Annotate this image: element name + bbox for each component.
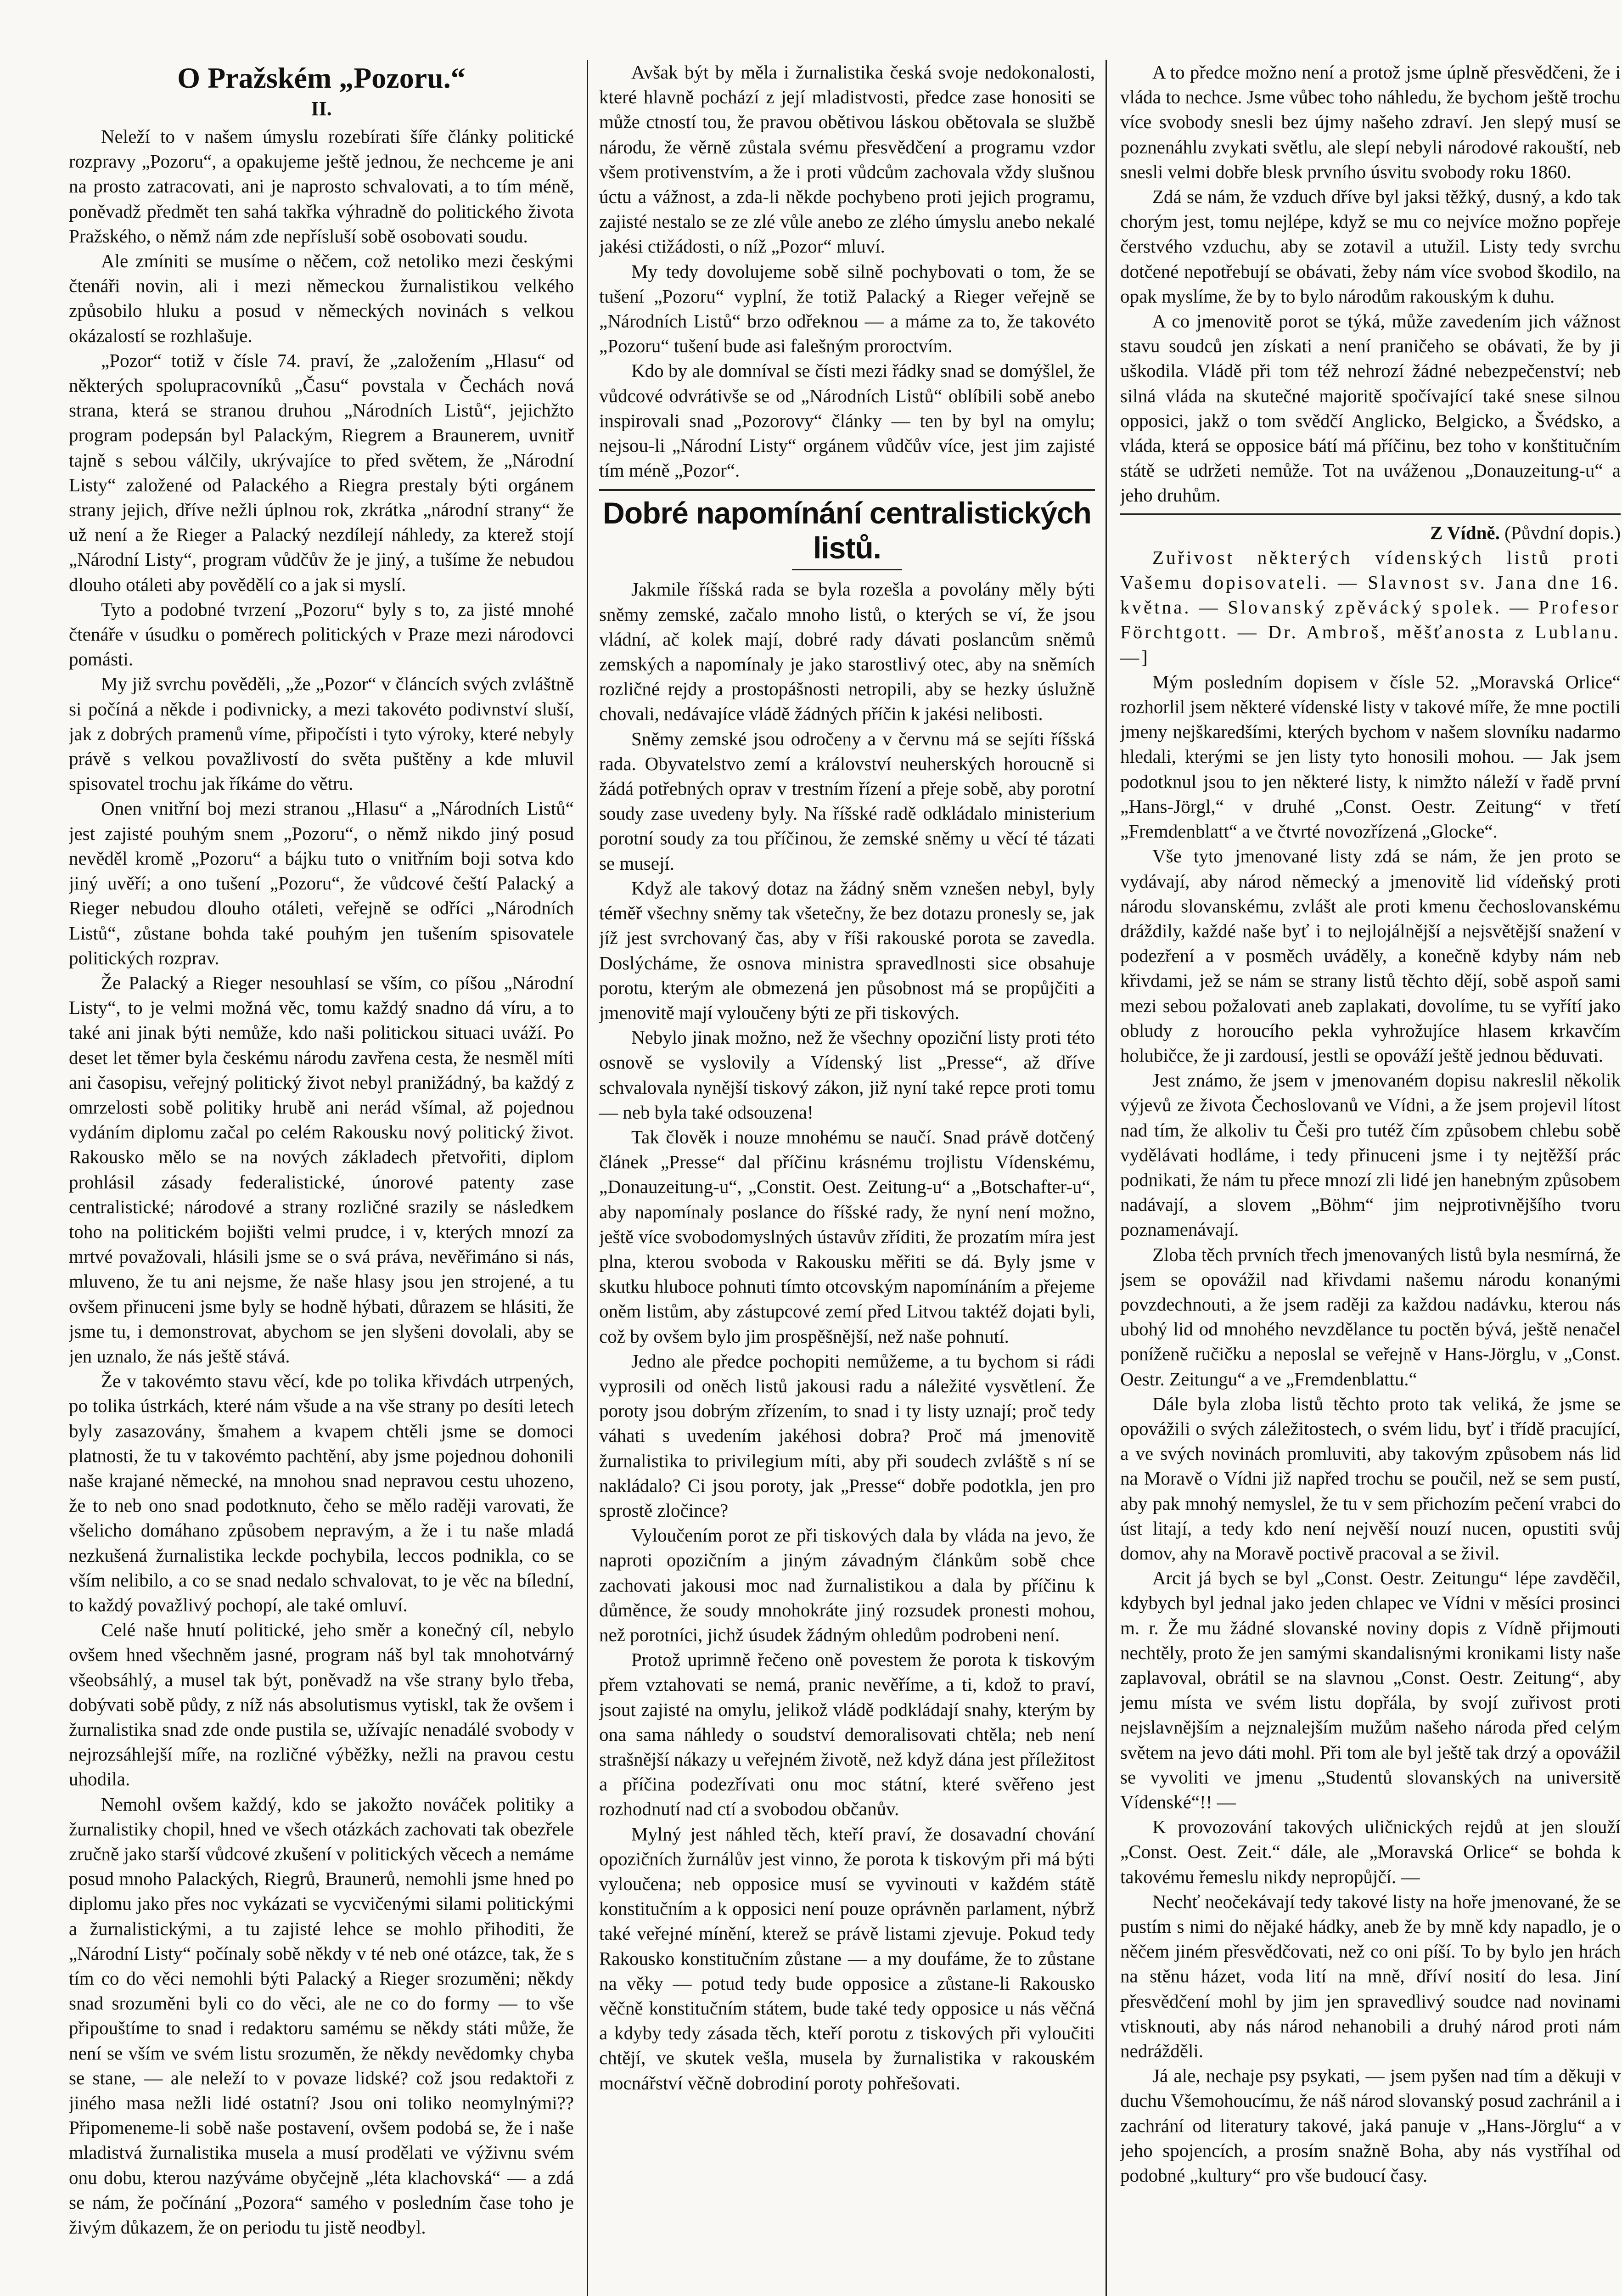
paragraph: Že Palacký a Rieger nesouhlasí se vším, co píšou „Národní Listy“, to je velmi možná věc, tomu každý snadno dá víru, a to také ani jinak býti nemůže, kdo naši politickou situaci uváží. Po deset let těmer byla českému národu zavřena cesta, že nesměl míti ani časopisu, veřejný politický život nebyl pranižádný, ba každý z omrzelosti sobě politiky hrubě ani nerád všímal, až pojednou vydáním diplomu začal po celém Rakousku nový politický život. Rakousko mělo se na nových základech přetvořiti, diplom prohlásil zásady federalistické, únorové patenty zase centralistické; národové a strany rozličné srazily se následkem toho na politickém bojišti velmi prudce, i v, kterých mnozí za mrtvé považovali, hlásili jsme se o svá práva, nevěřimáno si nás, mluveno, že tu ani nejsme, že naše hlasy jsou jen strojené, a tu ovšem přinuceni jsme byly se hodně hýbati, důrazem se hlásiti, že jsme tu, i demonstrovat, abychom se jen slyšeni dovolali, aby se jen uznalo, že nás ještě stává. [69, 972, 574, 1367]
title-underline [792, 569, 902, 570]
paragraph: Nemohl ovšem každý, kdo se jakožto nováček politiky a žurnalistiky chopil, hned ve všech otázkách zachovati tak obezřele zručně jako starší vůdcové zkušení v politických věcech a nemáme posud mnoho Palackých, Riegrů, Braunerů, nemohli jsme hned po diplomu jako přes noc vykázati se vycvičenými silami politickými a žurnalistickými, a tu zajisté lehce se mohlo přihoditi, že „Národní Listy“ počínaly sobě někdy v té neb oné otázce, tak, že s tím co do věci nemohli býti Palacký a Rieger srozuměni; někdy snad srozuměni byli co do věci, ale ne co do formy — to vše připouštíme to snad i redaktoru samému se někdy státi může, že není se vším ve svém listu srozuměn, že někdy nevědomky chyba se stane, — ale neleží to v povaze lidské? což jsou redaktoři z jiného masa nežli lidé ostatní? Jsou oni toliko neomylnými?? Připomeneme-li sobě naše postavení, ovšem podobá se, že i naše mladistvá žurnalistika musela a musí prodělati ve výživnu svém onu dobu, kterou nazýváme obyčejně „léta klachovská“ — a zdá se nám, že počínání „Pozora“ samého v posledním čase toho je živým důkazem, že on periodu tu jistě neodbyl. [69, 1793, 574, 2238]
paragraph: Vyloučením porot ze při tiskových dala by vláda na jevo, že naproti opozičním a jiným závadným článkům sobě chce zachovati jakousi moc nad žurnalistikou a dala by příčinu k důměnce, že soudy mnohokráte jiný rozsudek pronesti mohou, než porotníci, jichž úsudek žádným ohledům podrobeni není. [599, 1525, 1095, 1645]
article-summary: Zuřivost některých vídenských listů proti Vašemu dopisovateli. — Slavnost sv. Jana dne 16. května. — Slovanský zpěvácký spolek. — Profesor Förchtgott. — Dr. Ambroš, měšťanosta z Lublanu. —] [1120, 546, 1621, 668]
dateline [1120, 520, 1621, 545]
paragraph: Zdá se nám, že vzduch dříve byl jaksi těžký, dusný, a kdo tak chorým jest, tomu nejlépe, když se mu co nejvíce možno popřeje čerstvého vzduchu, aby se zotavil a utužil. Listy tedy svrchu dotčené nepotřebují se obávati, žeby nám více svobod škodilo, na opak myslíme, že by to bylo národům rakouským k duhu. [1120, 186, 1621, 307]
paragraph: Ale zmíniti se musíme o něčem, což netoliko mezi českými čtenáři novin, ali i mezi německou žurnalistikou velkého způsobilo hluku a posud v německých novinách s velkou okázalostí se rozhlašuje. [69, 250, 574, 346]
paragraph: Vše tyto jmenované listy zdá se nám, že jen proto se vydávají, aby národ německý a jmenovitě lid vídeňský proti národu slovanskému, zvlášt ale proti kmenu čechoslovanskému dráždily, každé naše byť i to nejlojálnější a nejsvětější snažení v podezření a v posměch uváděly, a konečně kdyby nám neb křivdami, jež se nám se strany listů těchto dějí, sobě aspoň sami mezi sebou požalovati aneb zaplakati, dovolíme, tu se vyřítí jako obludy z horoucího pekla vyhrožujíce hlasem krkavčím holubičce, že ji zardousí, jestli se opováží ještě jednou běduvati. [1120, 845, 1621, 1066]
column-rule-2 [1106, 60, 1107, 2296]
column-rule-1 [587, 60, 588, 2296]
column-1 [69, 60, 574, 2296]
article-title: O Pražském „Pozoru.“ [177, 62, 466, 94]
paragraph: Onen vnitřní boj mezi stranou „Hlasu“ a „Národních Listů“ jest zajisté pouhým snem „Pozoru“, o němž nikdo jiný posud nevěděl kromě „Pozoru“ a bájku tuto o vnitřním boji sotva kdo jiný uvěří; a ono tušení „Pozoru“, že vůdcové čeští Palacký a Rieger nebudou dlouho otáleti, veřejně se odříci „Národních Listů“, zůstane bohda také pouhým jen tušením spisovatele politických rozprav. [69, 798, 574, 968]
column-3 [1120, 60, 1621, 2296]
paragraph: Protož uprimně řečeno oně povestem že porota k tiskovým přem vztahovati se nemá, pranic nevěříme, a ti, kdož to praví, jsout zajisté na omylu, jelikož vládě podkládají snahy, kterým by ona sama náhledy o soudství demoralisovati chtěla; neb není strašnější nákazy u veřejném životě, než když dána jest příležitost a příčina podezřívati onu moc státní, které svěřeno jest rozhodnutí nad ctí a svobodou občanův. [599, 1649, 1095, 1820]
paragraph: Kdo by ale domníval se čísti mezi řádky snad se domýšlel, že vůdcové odvrátivše se od „Národních Listů“ oblíbili sobě anebo inspirovali snad „Pozorovy“ články — ten by byl na omylu; nejsou-li „Národní Listy“ orgánem vůdčův více, jest jim zajisté tím méně „Pozor“. [599, 360, 1095, 481]
paragraph: Jest známo, že jsem v jmenovaném dopisu nakreslil několik výjevů ze života Čechoslovanů ve Vídni, a že jsem projevil lítost nad tím, že alkoliv tu Češi pro tutéž čím způsobem chlebu sobě vydělávati hodláme, i tedy přinuceni jsme i ty nejtěžší prác podnikati, že nám tu přece mnozí zli lidé jen hanebným způsobem nadávají, a slovem „Böhm“ jim nejprotivnějšího tvoru poznamenávají. [1120, 1069, 1621, 1240]
paragraph: Avšak být by měla i žurnalistika česká svoje nedokonalosti, které hlavně pochází z její mladistvosti, předce zase honositi se může ctností tou, že pravou obětivou láskou obětovala se službě národu, že věrně zůstala svému přesvědčení a programu vzdor všem protivenstvím, a že i proti vůdcům zachovala vždy slušnou úctu a vážnost, a zda-li někde pochybeno proti jejich programu, zajisté nestalo se ze zlé vůle anebo ze zlého úmyslu anebo nekalé jakési ctižádosti, o níž „Pozor“ mluví. [599, 62, 1095, 257]
paragraph: Tyto a podobné tvrzení „Pozoru“ byly s to, za jisté mnohé čtenáře v úsudku o poměrech politických v Praze mezi národovci pomásti. [69, 598, 574, 670]
paragraph: Tak člověk i nouze mnohému se naučí. Snad právě dotčený článek „Presse“ dal příčinu krásnému trojlistu Vídenskému, „Donauzeitung-u“, „Constit. Oest. Zeitung-u“ a „Botschafter-u“, aby napomínaly poslance do říšské rady, že nyní není možno, ještě více svobodomyslných ústavův zříditi, že prozatím míra jest plna, kterou svoboda v Rakousku měřiti se dá. Byly jsme v skutku hluboce pohnuti tímto otcovským napomínáním a přejeme oněm listům, aby zástupcové zemí před Litvou taktéž dojati byli, což by ovšem bylo jim prospěšnější, než naše pohnutí. [599, 1126, 1095, 1347]
paragraph: Že v takovémto stavu věcí, kde po tolika křivdách utrpených, po tolika ústrkách, které nám všude a na vše strany po desíti letech byly zasazovány, šmahem a kvapem chtěli jsme se domoci platnosti, že tu v takovémto pachtění, aby jsme pojednou dohonili naše krajané německé, na mnohou snad nepravou cestu uhozeno, že to neb ono snad podotknuto, čeho se mělo raději varovati, že všelicho domáhano způsobem nepravým, a že i tu naše mladá nezkušená žurnalistika leckde pochybila, leccos podnikla, co se vším nelibilo, a co se snad nedalo schvalovat, to je věc na bílední, to každý považlivý pochopí, ale také omluví. [69, 1370, 574, 1615]
paragraph: My tedy dovolujeme sobě silně pochybovati o tom, že se tušení „Pozoru“ vyplní, že totiž Palacký a Rieger veřejně se „Národních Listů“ brzo odřeknou — a máme za to, že takovéto „Pozoru“ tušení bude asi falešným proroctvím. [599, 260, 1095, 357]
paragraph: Mým posledním dopisem v čísle 52. „Moravská Orlice“ rozhorlil jsem některé vídenské listy v takové míře, že mne poctili jmeny nejškaredšími, kterých bychom v našem slovníku nadarmo hledali, kterými se jen listy tyto honosili mohou. — Jak jsem podotknul jsou to jen některé listy, k nimžto náleží v řadě první „Hans-Jörgl,“ v druhé „Const. Oestr. Zeitung“ v třetí „Fremdenblatt“ a ve čtvrté novozřízená „Glocke“. [1120, 671, 1621, 842]
paragraph: Jakmile říšská rada se byla rozešla a povolány měly býti sněmy zemské, začalo mnoho listů, o kterých se ví, že jsou vládní, ač kolek mají, dobré rady dávati poslancům sněmů zemských a napomínaly je jako starostlivý otec, aby na sněmích rozličné rejdy a prostopášnosti netropili, aby se hezky úslužně chovali, nedávajíce vládě žádných příčin k jakési nelibosti. [599, 579, 1095, 725]
paragraph: Neleží to v našem úmyslu rozebírati šíře články politické rozpravy „Pozoru“, a opakujeme ještě jednou, že nechceme je ani na prosto zatracovati, ani je naprosto schvalovati, a to tím méně, poněvadž předmět ten sahá takřka výhradně do politického života Pražského, o němž nám zde nepřísluší sobě osobovati soudu. [69, 126, 574, 247]
paragraph: My již svrchu pověděli, „že „Pozor“ v článcích svých zvláštně si počíná a někde i podivnicky, a mezi takovéto podivnství sluší, jak z dobrých pramenů víme, připočísti i tyto výroky, které nebyly právě s velkou považlivostí do světa puštěny a kde mluvil spisovatel trochu jak říkáme do větru. [69, 673, 574, 794]
paragraph: „Pozor“ totiž v čísle 74. praví, že „založením „Hlasu“ od některých spolupracovníků „Času“ povstala v Čechách nová strana, která se stranou druhou „Národních Listů“, jejichžto program podepsán byl Palackým, Riegrem a Braunerem, uvnitř tajně s sebou válčily, ukrývajíce to před světem, že „Národní Listy“ založené od Palackého a Riegra prestaly býti orgánem strany jejich, dříve nežli úplnou rok, zkrátka „národní strany“ že už není a že Rieger a Palacký nezdílejí náhledy, za kterež stojí „Národní Listy“, program vůdčův že je jiný, a tušíme že nebudou dlouho otáleti aby povědělí co a jak si myslí. [69, 349, 574, 595]
paragraph: Jedno ale předce pochopiti nemůžeme, a tu bychom si rádi vyprosili od oněch listů jakousi radu a náležité vysvětlení. Že poroty jsou dobrým zřízením, to snad i ty listy uznají; proč tedy váhati s uvedením jakéhosi dobra? Proč má jmenovitě žurnalistika to privilegium míti, aby při soudech zvláště s ní se nakládalo? Ci jsou poroty, jak „Presse“ dobře podotkla, jen pro sprostě zločince? [599, 1350, 1095, 1521]
paragraph: Sněmy zemské jsou odročeny a v červnu má se sejíti říšská rada. Obyvatelstvo zemí a království neuherských horoucně si žádá potřebných oprav v trestním řízení a přeje sobě, aby porotní soudy zase uvedeny byly. Na říšské radě odkládalo ministerium porotní soudy za tou příčinou, že zemské sněmy u věcí té tázati se musejí. [599, 728, 1095, 874]
paragraph: Já ale, nechaje psy psykati, — jsem pyšen nad tím a děkuji v duchu Všemohoucímu, že náš národ slovanský posud zachránil a i zachrání od literatury takové, jaká panuje v „Hans-Jörglu“ a v jeho spojencích, a prosím snažně Boha, aby nás vystříhal od podobné „kultury“ pro vše budoucí časy. [1120, 2065, 1621, 2186]
paragraph: Když ale takový dotaz na žádný sněm vznešen nebyl, byly téměř všechny sněmy tak všetečny, že bez dotazu pronesly se, jak jíž jest svrchovaný čas, aby v říši rakouské porota se zavedla. Doslýcháme, že osnova ministra spravedlnosti sice obsahuje porotu, kterým ale obmezená jen působnost má se propůjčiti a jmenovitě mají vyloučeny býti ze při tiskových. [599, 877, 1095, 1023]
paragraph: Zloba těch prvních třech jmenovaných listů byla nesmírná, že jsem se opovážil nad křivdami našemu národu konanými povzdechnouti, a že jsem raději za každou nadávku, kterou nás ubohý lid od mnohého nevzdělance tu poctěn bývá, ještě nenačel poníženě ručičku a neposlal se veřejně v Hans-Jörglu, v „Const. Oestr. Zeitungu“ a ve „Fremdenblattu.“ [1120, 1244, 1621, 1390]
dateline-place: Z Vídně. [1430, 522, 1500, 543]
article-separator [1120, 513, 1621, 515]
paragraph: Nebylo jinak možno, než že všechny opoziční listy proti této osnově se vyslovily a Vídenský list „Presse“, až dříve schvalovala nynější tiskový zákon, již nyní také repce proti tomu — neb byla také odsouzena! [599, 1027, 1095, 1123]
paragraph: A to předce možno není a protož jsme úplně přesvědčeni, že i vláda to nechce. Jsme vůbec toho náhledu, že bychom ještě trochu více svobody snesli bez újmy našeho zdraví. Jen slepý musí se poznenáhlu zvykati světlu, ale slepí nebyli národové rakouští, neb snesli velmi dobře blesk prvního úsvitu svobody roku 1860. [1120, 62, 1621, 182]
paragraph: K provozování takových uličnických rejdů at jen slouží „Const. Oest. Zeit.“ dále, ale „Moravská Orlice“ se bohda k takovému řemeslu nikdy nepropůjčí. — [1120, 1816, 1621, 1887]
column-2 [599, 60, 1095, 2296]
paragraph: Celé naše hnutí politické, jeho směr a konečný cíl, nebylo ovšem hned všechněm jasné, program náš byl tak mnohotvárný všeobsáhlý, a musel tak být, poněvadž na vše strany bylo třeba, dobývati sobě půdy, z níž nás absolutismus vytiskl, tak že ovšem i žurnalistika snad zde onde pustila se, užívajíc nenadálé svobody v nejrozsáhlejší míře, na rozličné výběžky, nežli na pravou cestu uhodila. [69, 1619, 574, 1790]
paragraph: Dále byla zloba listů těchto proto tak veliká, že jsme se opovážili o svých záležitostech, o svém lidu, byť i třídě pracující, a ve svých novinách promluviti, aby takovým způsobem nás lid na Moravě o Vídni již napřed trochu se poučil, než se sem pustí, aby pak mnohý nemyslel, že tu v sem přichozím pečení vrabci do úst litají, a tedy kdo není nejvěší nouzí nucen, opustiti svůj domov, ahy na Moravě poctivě pracoval a se živil. [1120, 1393, 1621, 1564]
article-separator [599, 489, 1095, 491]
dateline-note: (Půvdní dopis.) [1504, 522, 1621, 543]
article-part-number: II. [311, 97, 332, 120]
paragraph: Arcit já bych se byl „Const. Oestr. Zeitungu“ lépe zavděčil, kdybych byl jednal jako jeden chlapec ve Vídni v měsíci prosinci m. r. Že mu žádné slovanské noviny dopis z Vídně přijmouti nechtěly, proto že jen samými skandalisnými kronikami listy naše zaplavoval, obrátil se na slavnou „Const. Oestr. Zeitung“, aby jemu místa ve svém listu dopřála, by svojí zuřivost proti nejslavnějším a nejznalejším mužům našeho národa před celým světem na jevo dáti mohl. Při tom ale byl ještě tak drzý a opovážil se vyvoliti ve jmenu „Studentů slovanských na universitě Vídenské“!! — [1120, 1567, 1621, 1813]
paragraph: A co jmenovitě porot se týká, může zavedením jich vážnost stavu soudců jen získati a není praničeho se obávati, že by ji uškodila. Vládě při tom též nehrozí žádné nebezpečenství; neb silná vláda na skutečné majoritě spočívající také snese silnou opposici, jakž o tom svědčí Anglicko, Belgicko, a Švédsko, a vláda, která se opposice bátí má příčinu, bez toho v konštitučním státě se udržeti nemůže. Tot na uváženou „Donauzeitung-u“ a jeho druhům. [1120, 310, 1621, 506]
paragraph: Nechť neočekávají tedy takové listy na hoře jmenované, že se pustím s nimi do nějaké hádky, aneb že by mně kdy napadlo, je o něčem jiném přesvědčovati, než co oni píší. To by bylo jen hrách na stěnu házet, voda lití na mně, dříví nosití do lesa. Jiní přesvědčení mohl by jim jen spravedlivý soudce nad novinami vtisknouti, aby nás národ nehanobili a druhý národ proti nám nedrážděli. [1120, 1891, 1621, 2062]
paragraph: Mylný jest náhled těch, kteří praví, že dosavadní chování opozičních žurnálův jest vinno, že porota k tiskovým při má býti vyloučena; neb opposice musí se vyvinouti v každém státě konstitučním a k opposici není pouze oprávněn parlament, nýbrž také veřejné mínění, kterež se právě listami zjevuje. Pokud tedy Rakousko konstitučním zůstane — a my doufáme, že to zůstane na věky — potud tedy bude opposice a zůstane-li Rakousko věčně konstitučním státem, bude také tedy opposice u nás věčná a kdyby tedy zásada těch, kteří porotu z tiskových při vyloučiti chtějí, ve skutek vešla, musela by žurnalistika v rakouském mocnářství věčně dobrodiní poroty pohřešovati. [599, 1823, 1095, 2093]
article-title: Dobré napomínání centralistických listů. [603, 496, 1091, 565]
